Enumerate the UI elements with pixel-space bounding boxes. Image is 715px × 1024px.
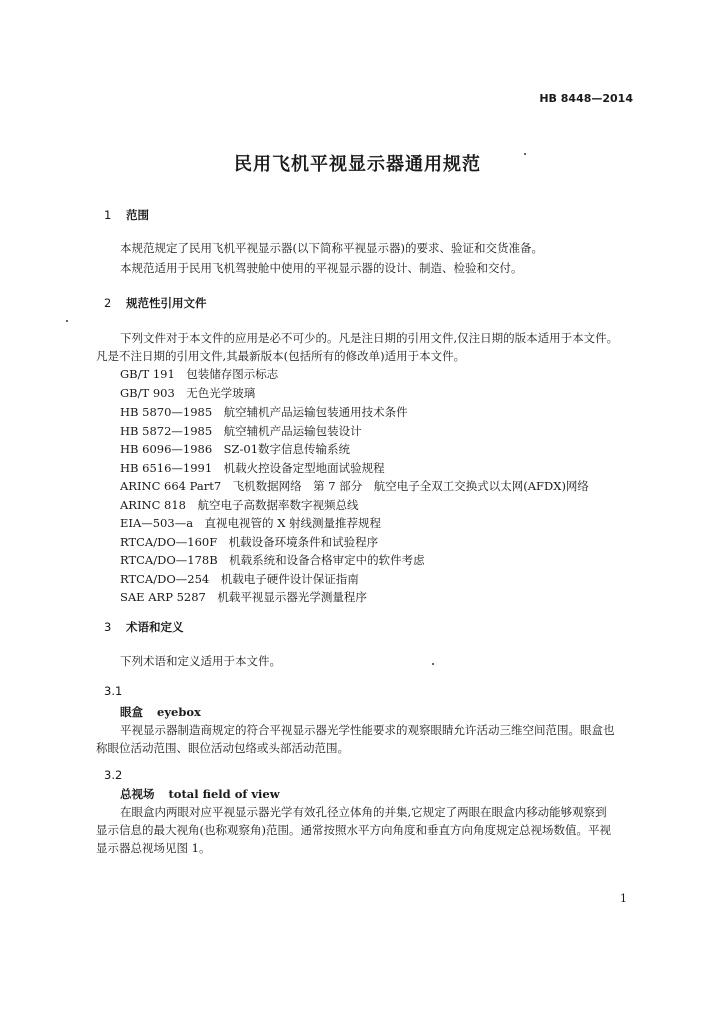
section-label: 规范性引用文件 (126, 296, 207, 310)
section-label: 术语和定义 (126, 620, 184, 634)
reference-item: HB 5870—1985 航空辅机产品运输包装通用技术条件 (120, 405, 408, 419)
document-code: HB 8448—2014 (539, 92, 633, 105)
term-definition-line: 平视显示器制造商规定的符合平视显示器光学性能要求的观察眼睛允许活动三维空间范围。眼盒也 (120, 723, 615, 737)
section-1-heading (104, 207, 149, 223)
reference-item: ARINC 664 Part7 飞机数据网络 第 7 部分 航空电子全双工交换式以太网(AFDX)网络 (120, 479, 589, 493)
section-3-heading (104, 619, 184, 635)
speck-mark (524, 153, 526, 155)
scope-paragraph-2: 本规范适用于民用飞机驾驶舱中使用的平视显示器的设计、制造、检验和交付。 (120, 261, 523, 275)
term-definition-line: 显示器总视场见图 1。 (96, 841, 211, 855)
term-heading (120, 786, 280, 802)
reference-item: GB/T 903 无色光学玻璃 (120, 386, 256, 400)
references-intro-line-2: 凡是不注日期的引用文件,其最新版本(包括所有的修改单)适用于本文件。 (96, 349, 466, 363)
term-definition-line: 显示信息的最大视角(也称观察角)范围。通常按照水平方向角度和垂直方向角度规定总视场数值。平视 (96, 823, 611, 837)
reference-item: HB 6096—1986 SZ-01数字信息传输系统 (120, 442, 351, 456)
reference-item: EIA—503—a 直视电视管的 X 射线测量推荐规程 (120, 516, 382, 530)
term-number: 3.2 (104, 768, 123, 782)
reference-item: SAE ARP 5287 机载平视显示器光学测量程序 (120, 590, 367, 604)
term-definition-line: 在眼盒内两眼对应平视显示器光学有效孔径立体角的并集,它规定了两眼在眼盒内移动能够观察到 (120, 805, 607, 819)
term-heading (120, 704, 201, 720)
speck-mark (66, 320, 68, 322)
term-zh: 总视场 (120, 787, 155, 801)
reference-item: RTCA/DO—254 机载电子硬件设计保证指南 (120, 572, 359, 586)
section-number: 2 (104, 296, 112, 310)
section-number: 3 (104, 620, 112, 634)
term-definition-line: 称眼位活动范围、眼位活动包络或头部活动范围。 (96, 741, 349, 755)
reference-item: HB 6516—1991 机载火控设备定型地面试验规程 (120, 461, 385, 475)
reference-item: ARINC 818 航空电子高数据率数字视频总线 (120, 498, 359, 512)
section-number: 1 (104, 208, 112, 222)
page-title: 民用飞机平视显示器通用规范 (234, 154, 481, 175)
reference-item: GB/T 191 包装储存图示标志 (120, 367, 279, 381)
reference-item: RTCA/DO—160F 机载设备环境条件和试验程序 (120, 535, 379, 549)
terms-intro: 下列术语和定义适用于本文件。 (120, 654, 281, 668)
section-label: 范围 (126, 208, 149, 222)
scope-paragraph-1: 本规范规定了民用飞机平视显示器(以下简称平视显示器)的要求、验证和交货准备。 (120, 241, 543, 255)
term-number: 3.1 (104, 684, 123, 698)
reference-item: RTCA/DO—178B 机载系统和设备合格审定中的软件考虑 (120, 553, 425, 567)
term-en: total field of view (168, 787, 280, 801)
page-number: 1 (620, 892, 627, 905)
term-zh: 眼盒 (120, 705, 143, 719)
references-intro-line-1: 下列文件对于本文件的应用是必不可少的。凡是注日期的引用文件,仅注日期的版本适用于本文件。 (120, 331, 619, 345)
section-2-heading (104, 295, 207, 311)
term-en: eyebox (157, 705, 201, 719)
speck-mark (432, 663, 434, 665)
reference-item: HB 5872—1985 航空辅机产品运输包装设计 (120, 424, 362, 438)
